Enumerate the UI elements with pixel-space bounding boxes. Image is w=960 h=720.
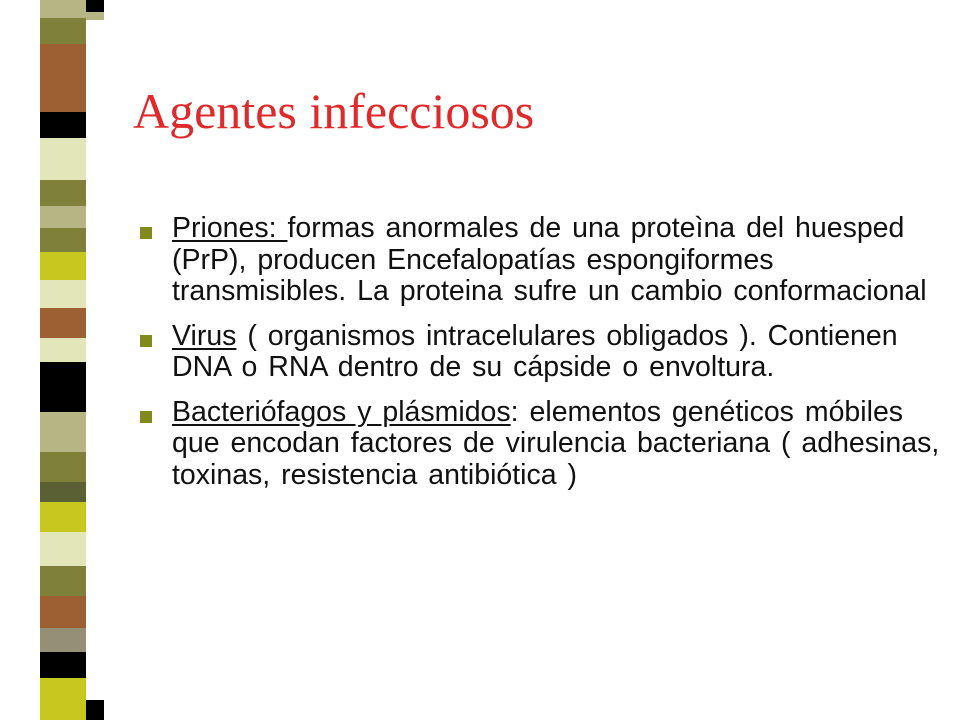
stripe-edge-block [86, 700, 104, 720]
stripe-block [40, 228, 86, 252]
stripe-block [40, 566, 86, 596]
stripe-block [40, 252, 86, 280]
bullet-term: Virus [172, 319, 237, 352]
stripe-block [40, 532, 86, 566]
stripe-block [40, 280, 86, 308]
stripe-edge-block [86, 12, 104, 20]
bullet-term: Priones: [172, 212, 288, 244]
stripe-block [40, 482, 86, 502]
stripe-block [40, 338, 86, 362]
stripe-edge-block [86, 0, 104, 12]
bullet-body: ( organismos intracelulares obligados ). Contienen DNA o RNA dentro de su cápside o envoltura. [172, 319, 898, 383]
slide-title: Agentes infecciosos [133, 83, 535, 139]
decorative-stripe [40, 0, 86, 720]
stripe-block [40, 652, 86, 678]
bullet-item-bacteriofagos [140, 397, 940, 492]
square-bullet-icon [140, 227, 152, 239]
bullet-body: formas anormales de una proteìna del huesped (PrP), producen Encefalopatías espongiformes transmisibles. La proteina sufre un cambio conformacional [172, 212, 927, 307]
bullet-term: Bacteriófagos y plásmidos [172, 395, 511, 428]
stripe-block [40, 0, 86, 18]
bullet-text [172, 213, 940, 308]
stripe-block [40, 138, 86, 180]
stripe-block [40, 74, 86, 112]
stripe-block [40, 206, 86, 228]
stripe-block [40, 628, 86, 652]
stripe-block [40, 112, 86, 138]
stripe-block [40, 308, 86, 338]
bullet-list [140, 213, 940, 504]
stripe-block [40, 502, 86, 532]
stripe-block [40, 678, 86, 720]
bullet-item-priones [140, 213, 940, 308]
bullet-body: : elementos genéticos móbiles que encodan factores de virulencia bacteriana ( adhesinas, toxinas, resistencia antibiótica ) [172, 395, 940, 491]
stripe-block [40, 596, 86, 628]
stripe-block [40, 412, 86, 452]
bullet-text [172, 397, 940, 492]
stripe-block [40, 44, 86, 74]
square-bullet-icon [140, 335, 152, 347]
stripe-block [40, 18, 86, 44]
bullet-item-virus [140, 321, 940, 384]
stripe-block [40, 362, 86, 412]
square-bullet-icon [140, 411, 152, 423]
stripe-block [40, 180, 86, 206]
decorative-stripe-edge [86, 0, 104, 720]
stripe-block [40, 452, 86, 482]
bullet-text [172, 321, 940, 384]
